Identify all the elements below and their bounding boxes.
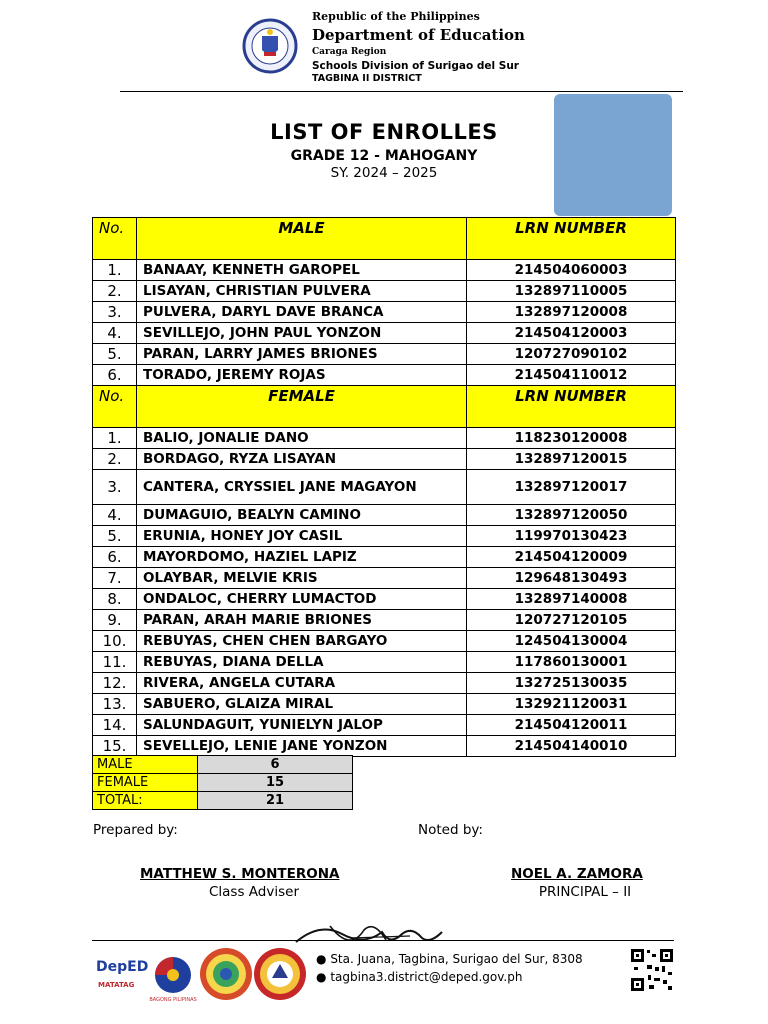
summary-row [93, 756, 353, 774]
department-heading: Department of Education [312, 26, 525, 44]
student-name: DUMAGUIO, BEALYN CAMINO [137, 505, 467, 526]
location-pin-icon: ● [316, 952, 327, 966]
lrn-number: 129648130493 [467, 568, 676, 589]
row-number: 11. [93, 652, 137, 673]
student-name: SEVILLEJO, JOHN PAUL YONZON [137, 323, 467, 344]
row-number: 3. [93, 470, 137, 505]
summary-table [92, 755, 353, 810]
lrn-number: 132897120015 [467, 449, 676, 470]
footer-address [316, 952, 583, 966]
lrn-number: 132897120008 [467, 302, 676, 323]
handwritten-signature-icon [290, 912, 450, 956]
school-year: SY. 2024 – 2025 [330, 165, 438, 181]
row-number: 5. [93, 526, 137, 547]
row-number: 13. [93, 694, 137, 715]
row-number: 5. [93, 344, 137, 365]
row-number: 15. [93, 736, 137, 757]
student-name: SABUERO, GLAIZA MIRAL [137, 694, 467, 715]
row-number: 4. [93, 505, 137, 526]
no-header-text: No. [99, 219, 125, 237]
enrollee-table [92, 217, 676, 757]
district-seal-icon [252, 946, 308, 1002]
student-name: CANTERA, CRYSSIEL JANE MAGAYON [137, 470, 467, 505]
deped-logo-subtext: MATATAG [98, 981, 135, 989]
lrn-number: 214504120011 [467, 715, 676, 736]
student-name: MAYORDOMO, HAZIEL LAPIZ [137, 547, 467, 568]
prepared-by-label: Prepared by: [93, 822, 178, 838]
lrn-number: 132921120031 [467, 694, 676, 715]
division-seal-icon [198, 946, 254, 1002]
lrn-number: 120727120105 [467, 610, 676, 631]
student-name: TORADO, JEREMY ROJAS [137, 365, 467, 386]
deped-logo-icon [96, 955, 148, 1005]
student-name: SALUNDAGUIT, YUNIELYN JALOP [137, 715, 467, 736]
row-number: 4. [93, 323, 137, 344]
deped-seal-icon [238, 18, 302, 74]
row-number: 1. [93, 428, 137, 449]
header-divider [120, 91, 683, 92]
lrn-number: 132897120017 [467, 470, 676, 505]
table-row [93, 449, 676, 470]
student-name: REBUYAS, CHEN CHEN BARGAYO [137, 631, 467, 652]
table-row [93, 428, 676, 449]
student-name: REBUYAS, DIANA DELLA [137, 652, 467, 673]
table-row [93, 547, 676, 568]
table-row [93, 470, 676, 505]
svg-text:BAGONG PILIPINAS: BAGONG PILIPINAS [149, 997, 197, 1003]
lrn-number: 117860130001 [467, 652, 676, 673]
footer-email[interactable] [316, 970, 522, 984]
table-row [93, 323, 676, 344]
lrn-number: 124504130004 [467, 631, 676, 652]
republic-heading: Republic of the Philippines [312, 10, 480, 23]
table-row [93, 526, 676, 547]
male-column-header: MALE [137, 218, 467, 260]
table-row [93, 344, 676, 365]
row-number: 12. [93, 673, 137, 694]
row-number: 10. [93, 631, 137, 652]
student-name: ONDALOC, CHERRY LUMACTOD [137, 589, 467, 610]
lrn-number: 214504110012 [467, 365, 676, 386]
lrn-number: 132897110005 [467, 281, 676, 302]
qr-code-icon [630, 948, 674, 992]
lrn-number: 214504060003 [467, 260, 676, 281]
student-name: PARAN, ARAH MARIE BRIONES [137, 610, 467, 631]
female-header-row [93, 386, 676, 428]
lrn-number: 132897140008 [467, 589, 676, 610]
summary-label: TOTAL: [93, 792, 198, 810]
male-header-row [93, 218, 676, 260]
table-row [93, 673, 676, 694]
region-heading: Caraga Region [312, 47, 387, 57]
lrn-number: 214504140010 [467, 736, 676, 757]
table-row [93, 281, 676, 302]
district-heading: TAGBINA II DISTRICT [312, 73, 422, 84]
row-number: 6. [93, 547, 137, 568]
noted-by-label: Noted by: [418, 822, 483, 838]
lrn-number: 214504120003 [467, 323, 676, 344]
no-header-text: No. [99, 387, 125, 405]
summary-row [93, 792, 353, 810]
document-title: LIST OF ENROLLES [270, 120, 498, 144]
female-column-header: FEMALE [137, 386, 467, 428]
lrn-column-header: LRN NUMBER [467, 386, 676, 428]
bagong-pilipinas-logo-icon [149, 955, 197, 1005]
student-name: LISAYAN, CHRISTIAN PULVERA [137, 281, 467, 302]
row-number: 6. [93, 365, 137, 386]
row-number: 2. [93, 449, 137, 470]
lrn-number: 132725130035 [467, 673, 676, 694]
email-text[interactable]: tagbina3.district@deped.gov.ph [330, 970, 523, 984]
summary-label: FEMALE [93, 774, 198, 792]
adviser-name: MATTHEW S. MONTERONA [140, 866, 340, 882]
student-name: BORDAGO, RYZA LISAYAN [137, 449, 467, 470]
student-name: BANAAY, KENNETH GAROPEL [137, 260, 467, 281]
table-row [93, 736, 676, 757]
lrn-number: 214504120009 [467, 547, 676, 568]
student-name: PARAN, LARRY JAMES BRIONES [137, 344, 467, 365]
table-row [93, 589, 676, 610]
division-heading: Schools Division of Surigao del Sur [312, 60, 519, 72]
row-number: 2. [93, 281, 137, 302]
table-row [93, 610, 676, 631]
table-row [93, 568, 676, 589]
no-column-header [93, 218, 137, 260]
row-number: 7. [93, 568, 137, 589]
student-name: SEVELLEJO, LENIE JANE YONZON [137, 736, 467, 757]
lrn-column-header: LRN NUMBER [467, 218, 676, 260]
summary-value: 21 [198, 792, 353, 810]
table-row [93, 631, 676, 652]
row-number: 9. [93, 610, 137, 631]
no-column-header [93, 386, 137, 428]
table-row [93, 260, 676, 281]
student-name: PULVERA, DARYL DAVE BRANCA [137, 302, 467, 323]
row-number: 14. [93, 715, 137, 736]
row-number: 8. [93, 589, 137, 610]
table-row [93, 715, 676, 736]
address-text: Sta. Juana, Tagbina, Surigao del Sur, 8308 [330, 952, 583, 966]
summary-value: 15 [198, 774, 353, 792]
section-subtitle: GRADE 12 - MAHOGANY [290, 148, 478, 164]
student-name: RIVERA, ANGELA CUTARA [137, 673, 467, 694]
principal-role: PRINCIPAL – II [538, 884, 632, 900]
table-row [93, 505, 676, 526]
summary-row [93, 774, 353, 792]
email-icon: ● [316, 970, 327, 984]
student-name: BALIO, JONALIE DANO [137, 428, 467, 449]
table-row [93, 652, 676, 673]
row-number: 3. [93, 302, 137, 323]
table-row [93, 694, 676, 715]
table-row [93, 302, 676, 323]
summary-label: MALE [93, 756, 198, 774]
lrn-number: 132897120050 [467, 505, 676, 526]
lrn-number: 118230120008 [467, 428, 676, 449]
row-number: 1. [93, 260, 137, 281]
table-row [93, 365, 676, 386]
lrn-number: 119970130423 [467, 526, 676, 547]
student-name: OLAYBAR, MELVIE KRIS [137, 568, 467, 589]
adviser-role: Class Adviser [208, 884, 299, 900]
student-name: ERUNIA, HONEY JOY CASIL [137, 526, 467, 547]
deped-logo-text: DepED [96, 959, 149, 975]
principal-name: NOEL A. ZAMORA [511, 866, 643, 882]
footer-divider [92, 940, 674, 941]
lrn-number: 120727090102 [467, 344, 676, 365]
summary-value: 6 [198, 756, 353, 774]
